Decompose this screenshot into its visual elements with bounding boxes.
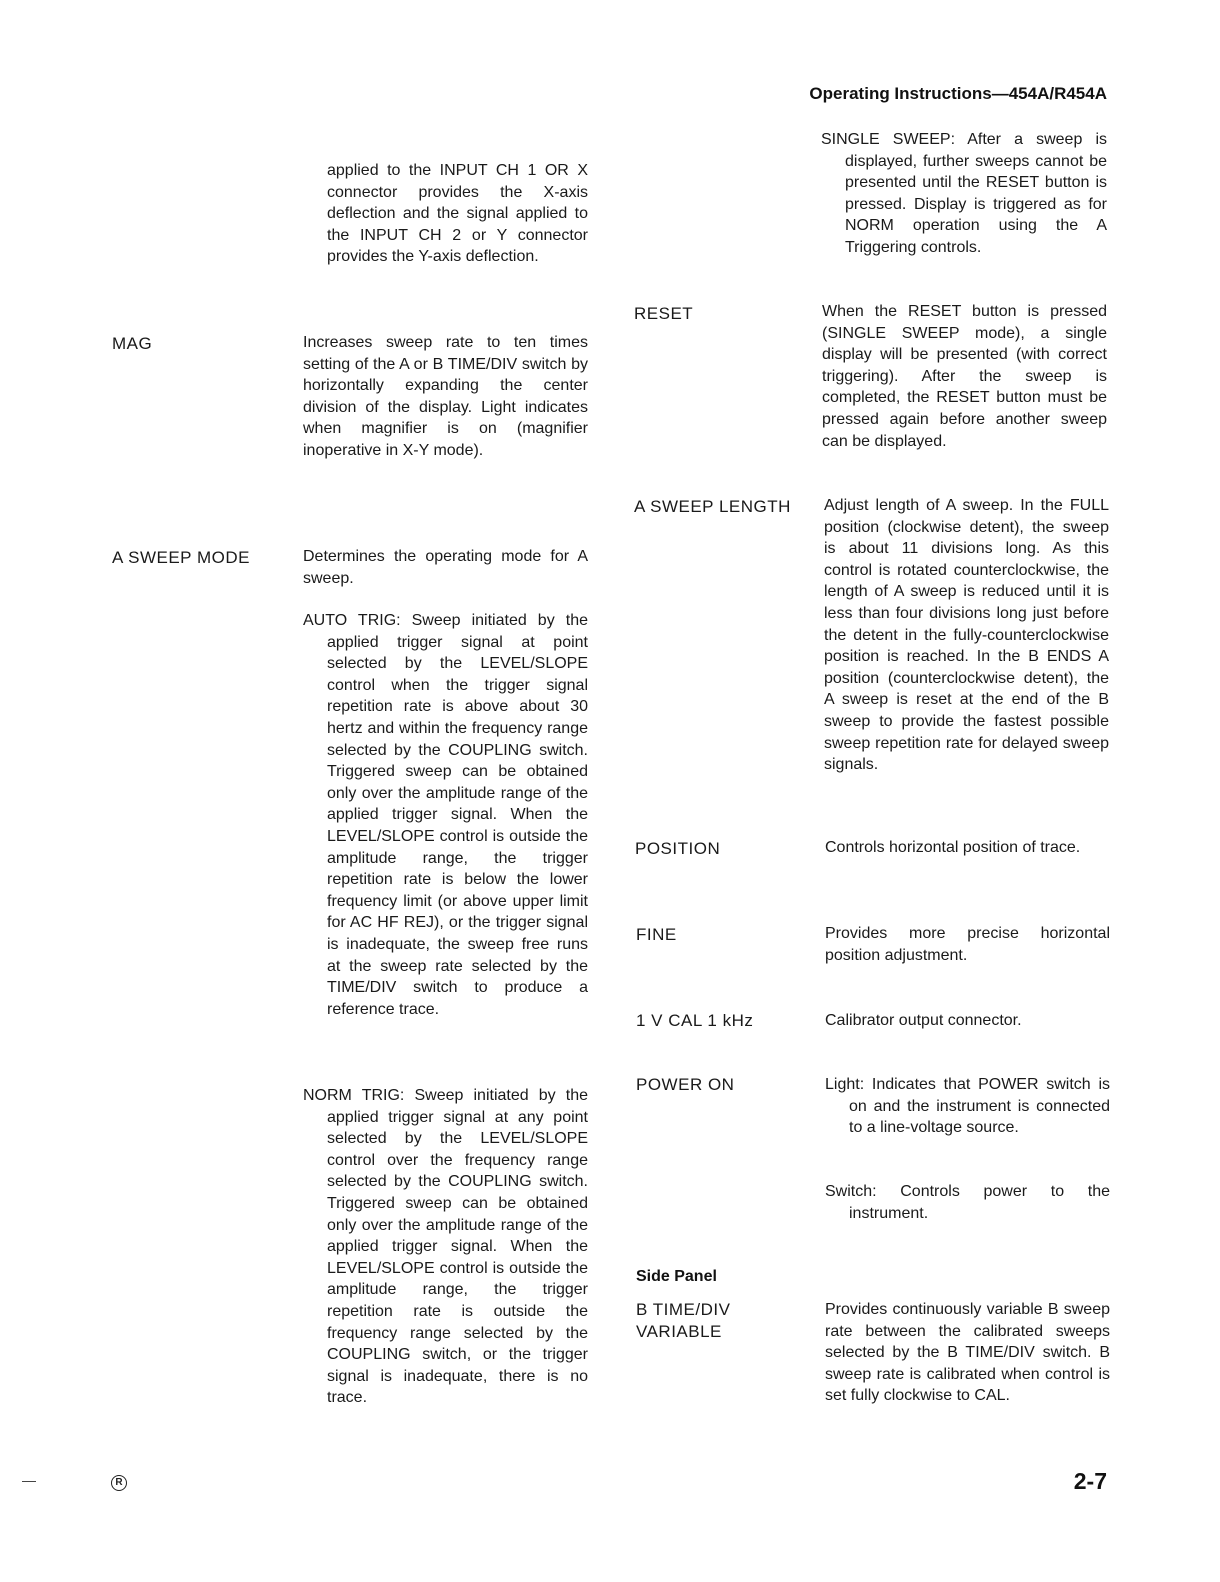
- power-on-label: POWER ON: [636, 1075, 735, 1094]
- fine-description: Provides more precise horizontal position adjustment.: [825, 925, 1110, 964]
- reset-label: RESET: [634, 304, 694, 323]
- cal-label: 1 V CAL 1 kHz: [636, 1011, 754, 1030]
- page-header: Operating Instructions—454A/R454A: [809, 84, 1107, 103]
- a-sweep-length-label: A SWEEP LENGTH: [634, 497, 791, 516]
- position-label: POSITION: [635, 839, 721, 858]
- a-sweep-mode-description: Determines the operating mode for A sweep.: [303, 548, 588, 587]
- page-number: 2-7: [1073, 1468, 1107, 1494]
- margin-mark: [22, 1481, 36, 1482]
- b-time-div-label: B TIME/DIV: [636, 1300, 731, 1319]
- cal-description: Calibrator output connector.: [825, 1012, 1022, 1029]
- mag-label: MAG: [112, 334, 153, 353]
- auto-trig-description: AUTO TRIG: Sweep initiated by the applied trigger signal at point selected by the LEVEL/SLOPE control when the trigger signal repetition rate is above about 30 hertz and within the frequency range selected by the COUPLING switch. Triggered sweep can be obtained only over the amplitude range of the applied trigger signal. When the LEVEL/SLOPE control is outside the amplitude range, the trigger repetition rate is below the lower frequency limit (or above upper limit for AC HF REJ), or the trigger signal is inadequate, the sweep free runs at the sweep rate selected by the TIME/DIV switch to produce a reference trace.: [303, 612, 588, 1018]
- single-sweep-description: SINGLE SWEEP: After a sweep is displayed, further sweeps cannot be presented until the RESET button is pressed. Display is triggered as for NORM operation using the A Triggering controls.: [821, 131, 1107, 256]
- fine-label: FINE: [636, 925, 677, 944]
- a-sweep-length-description: Adjust length of A sweep. In the FULL position (clockwise detent), the sweep is about 11 divisions long. As this control is rotated counterclockwise, the length of A sweep is reduced until it is less than four divisions long just before the detent in the fully-counterclockwise position is reached. In the B ENDS A position (counterclockwise detent), the A sweep is reset at the end of the B sweep to provide the fastest possible sweep repetition rate for delayed sweep signals.: [824, 497, 1109, 774]
- revision-mark-icon: R: [111, 1475, 127, 1491]
- reset-description: When the RESET button is pressed (SINGLE SWEEP mode), a single display will be presented (with correct triggering). After the sweep is completed, the RESET button must be pressed again before another sweep can be displayed.: [822, 303, 1107, 450]
- mag-description: Increases sweep rate to ten times setting of the A or B TIME/DIV switch by horizontally expanding the center division of the display. Light indicates when magnifier is on (magnifier inoperative in X-Y mode).: [303, 334, 588, 459]
- variable-label: VARIABLE: [636, 1322, 722, 1341]
- b-time-div-variable-description: Provides continuously variable B sweep rate between the calibrated sweeps selected by the B TIME/DIV switch. B sweep rate is calibrated when control is set fully clockwise to CAL.: [825, 1301, 1110, 1405]
- continuation-paragraph: applied to the INPUT CH 1 OR X connector provides the X-axis deflection and the signal applied to the INPUT CH 2 or Y connector provides the Y-axis deflection.: [327, 162, 588, 266]
- side-panel-heading: Side Panel: [636, 1268, 717, 1285]
- a-sweep-mode-label: A SWEEP MODE: [112, 548, 250, 567]
- power-light-description: Light: Indicates that POWER switch is on and the instrument is connected to a line-voltage source.: [825, 1076, 1110, 1137]
- norm-trig-description: NORM TRIG: Sweep initiated by the applied trigger signal at any point selected by the LEVEL/SLOPE control over the frequency range selected by the COUPLING switch. Triggered sweep can be obtained only over the amplitude range of the applied trigger signal. When the LEVEL/SLOPE control is outside the amplitude range, the trigger repetition rate is outside the frequency range selected by the COUPLING switch, or the trigger signal is inadequate, there is no trace.: [303, 1087, 588, 1407]
- power-switch-description: Switch: Controls power to the instrument.: [825, 1183, 1110, 1222]
- position-description: Controls horizontal position of trace.: [825, 839, 1081, 856]
